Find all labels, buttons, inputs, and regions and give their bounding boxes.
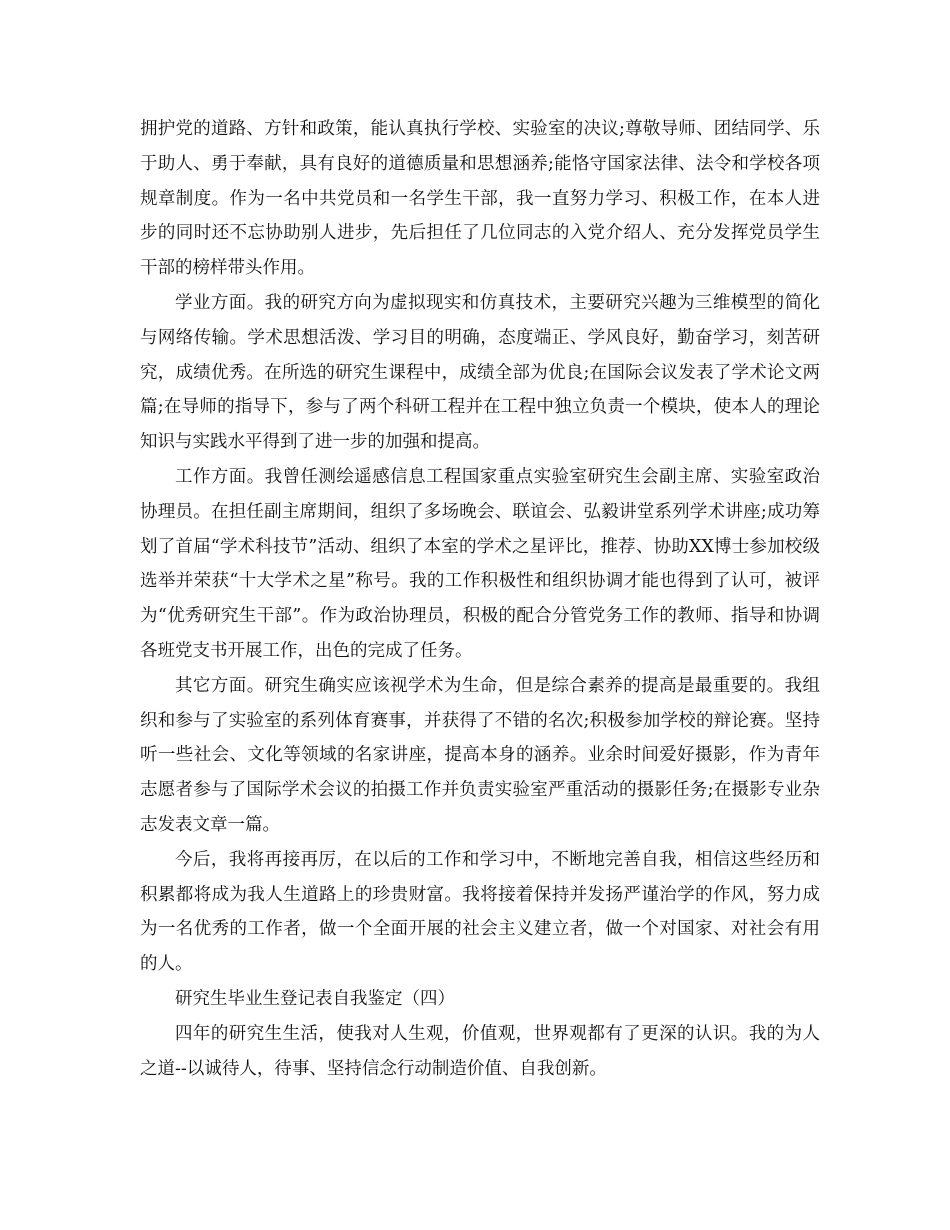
- paragraph-four-years: 四年的研究生生活，使我对人生观，价值观，世界观都有了更深的认识。我的为人之道--以诚待人，待事、坚持信念行动制造价值、自我创新。: [140, 1023, 820, 1079]
- document-page: [140, 112, 820, 1086]
- paragraph-future: 今后，我将再接再厉，在以后的工作和学习中，不断地完善自我，相信这些经历和积累都将成为我人生道路上的珍贵财富。我将接着保持并发扬严谨治学的作风，努力成为一名优秀的工作者，做一个全面开展的社会主义建立者，做一个对国家、对社会有用的人。: [140, 849, 820, 975]
- section-title: 研究生毕业生登记表自我鉴定（四）: [175, 988, 455, 1009]
- paragraph-academic: 学业方面。我的研究方向为虚拟现实和仿真技术，主要研究兴趣为三维模型的简化与网络传输。学术思想活泼、学习目的明确，态度端正、学风良好，勤奋学习，刻苦研究，成绩优秀。在所选的研究生课程中，成绩全部为优良;在国际会议发表了学术论文两篇;在导师的指导下，参与了两个科研工程并在工程中独立负责一个模块，使本人的理论知识与实践水平得到了进一步的加强和提高。: [140, 292, 820, 453]
- paragraph-work: 工作方面。我曾任测绘遥感信息工程国家重点实验室研究生会副主席、实验室政治协理员。在担任副主席期间，组织了多场晚会、联谊会、弘毅讲堂系列学术讲座;成功筹划了首届“学术科技节”活动、组织了本室的学术之星评比，推荐、协助XX博士参加校级选举并荣获“十大学术之星”称号。我的工作积极性和组织协调才能也得到了认可，被评为“优秀研究生干部”。作为政治协理员，积极的配合分管党务工作的教师、指导和协调各班党支书开展工作，出色的完成了任务。: [140, 466, 820, 661]
- paragraph-other: 其它方面。研究生确实应该视学术为生命，但是综合素养的提高是最重要的。我组织和参与了实验室的系列体育赛事，并获得了不错的名次;积极参加学校的辩论赛。坚持听一些社会、文化等领域的名家讲座，提高本身的涵养。业余时间爱好摄影，作为青年志愿者参与了国际学术会议的拍摄工作并负责实验室严重活动的摄影任务;在摄影专业杂志发表文章一篇。: [140, 675, 820, 835]
- paragraph-party-conduct: 拥护党的道路、方针和政策，能认真执行学校、实验室的决议;尊敬导师、团结同学、乐于助人、勇于奉献，具有良好的道德质量和思想涵养;能恪守国家法律、法令和学校各项规章制度。作为一名中共党员和一名学生干部，我一直努力学习、积极工作，在本人进步的同时还不忘协助别人进步，先后担任了几位同志的入党介绍人、充分发挥党员学生干部的榜样带头作用。: [140, 119, 820, 279]
